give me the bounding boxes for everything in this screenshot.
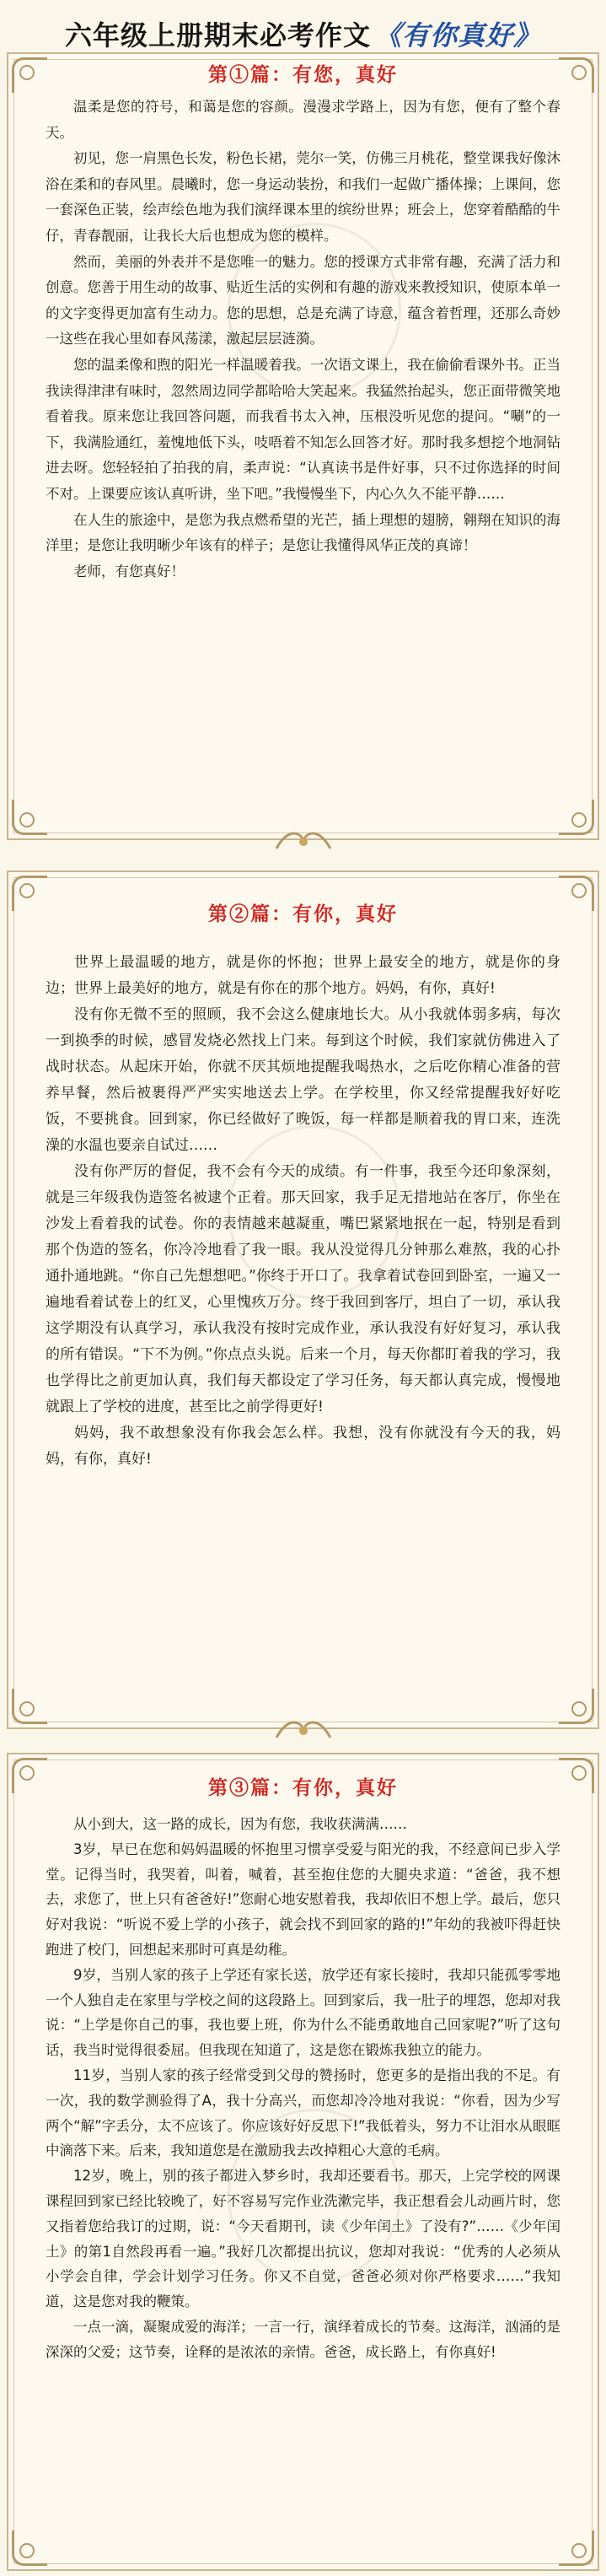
essay-paragraph: 您的温柔像和煦的阳光一样温暖着我。一次语文课上，我在偷偷看课外书。正当我读得津津有味时，忽然周边同学都哈哈大笑起来。我猛然抬起头，您正面带微笑地看着我。原来您让我回答问题，而我看书太入神，压根没听见您的提问。“唰”的一下，我满脸通红，羞愧地低下头，吱唔着不知怎么回答才好。那时我多想挖个地洞钻进去呀。您轻轻拍了拍我的肩，柔声说：“认真读书是件好事，只不过你选择的时间不对。上课要应该认真听讲，坐下吧。”我慢慢坐下，内心久久不能平静…… [46, 356, 560, 502]
essay-card-3 [7, 1753, 599, 2571]
scroll-ornament-icon [270, 823, 337, 857]
essay-paragraph: 没有你无微不至的照顾，我不会这么健康地长大。从小我就体弱多病，每次一到换季的时候，感冒发烧必然找上门来。每到这个时候，我们家就仿佛进入了战时状态。从起床开始，你就不厌其烦地提醒我喝热水，之后吃你精心准备的营养早餐，然后被裹得严严实实地送去上学。在学校里，你又经常提醒我好好吃饭，不要挑食。回到家，你已经做好了晚饭，每一样都是顺着我的胃口来，连洗澡的水温也要亲自试过…… [46, 1006, 560, 1154]
frame-corner-ornament [12, 1689, 47, 1724]
essay-paragraph: 3岁，早已在您和妈妈温暖的怀抱里习惯享受爱与阳光的我，不经意间已步入学堂。记得当时，我哭着，叫着，喊着，甚至抱住您的大腿央求道：“爸爸，我不想去，求您了，世上只有爸爸好!”您耐心地安慰着我，我却依旧不想上学。最后，您只好对我说：“听说不爱上学的小孩子，就会找不到回家的路的!”年幼的我被吓得赶快跑进了校门，回想起来那时可真是幼稚。 [46, 1840, 560, 1958]
essay-heading: 第③篇：有你，真好 [208, 1776, 398, 1799]
essay-heading: 第①篇：有您，真好 [208, 63, 398, 86]
frame-corner-ornament [559, 876, 594, 911]
frame-corner-ornament [12, 2530, 47, 2566]
essay-paragraph: 初见，您一肩黑色长发，粉色长裙，莞尔一笑，仿佛三月桃花，整堂课我好像沐浴在柔和的春风里。晨曦时，您一身运动装扮，和我们一起做广播体操；上课间，您一套深色正装，绘声绘色地为我们演绎课本里的缤纷世界；班会上，您穿着酷酷的牛仔，青春靓丽，让我长大后也想成为您的模样。 [46, 150, 560, 244]
frame-corner-ornament [12, 800, 47, 835]
essay-body [46, 950, 560, 1473]
essay-paragraph: 温柔是您的符号，和蔼是您的容颜。漫漫求学路上，因为有您，便有了整个春天。 [46, 99, 560, 141]
essay-paragraph: 世界上最温暖的地方，就是你的怀抱；世界上最安全的地方，就是你的身边；世界上最美好的地方，就是有你在的那个地方。妈妈，有你，真好! [46, 954, 560, 997]
essay-paragraph: 从小到大，这一路的成长，因为有您，我收获满满…… [73, 1816, 407, 1832]
essay-paragraph: 9岁，当别人家的孩子上学还有家长送，放学还有家长接时，我却只能孤零零地一个人独自走在家里与学校之间的这段路上。回到家后，我一肚子的埋怨，您却对我说：“上学是你自己的事，我也要上班，你为什么不能勇敢地自己回家呢?”听了这句话，我当时觉得很委屈。但我现在知道了，这是您在锻炼我独立的能力。 [46, 1966, 560, 2059]
essay-paragraph: 没有你严厉的督促，我不会有今天的成绩。有一件事，我至今还印象深刻，就是三年级我伪造签名被逮个正着。那天回家，我手足无措地站在客厅，你坐在沙发上看着我的试卷。你的表情越来越凝重，嘴巴紧紧地抿在一起，特别是看到那个伪造的签名，你冷冷地看了我一眼。我从没觉得几分钟那么难熬，我的心扑通扑通地跳。“你自己先想想吧。”你终于开口了。我拿着试卷回到卧室，一遍又一遍地看着试卷上的红叉，心里愧疚万分。终于我回到客厅，坦白了一切，承认我这学期没有认真学习，承认我没有按时完成作业，承认我没有好好复习，承认我的所有错误。“下不为例。”你点点头说。后来一个月，每天你都盯着我的学习，我也学得比之前更加认真，我们每天都设定了学习任务，每天都认真完成，慢慢地就跟上了学校的进度，甚至比之前学得更好! [46, 1163, 560, 1415]
essay-paragraph: 11岁，当别人家的孩子经常受到父母的赞扬时，您更多的是指出我的不足。有一次，我的数学测验得了A，我十分高兴，而您却冷冷地对我说：“你看，因为少写两个“解”字丢分，太不应该了。你应该好好反思下!”我低着头，努力不让泪水从眼眶中滴落下来。后来，我知道您是在激励我去改掉粗心大意的毛病。 [46, 2067, 560, 2159]
essay-card-1 [7, 52, 599, 840]
essay-heading: 第②篇：有你，真好 [208, 903, 398, 925]
frame-corner-ornament [559, 1758, 594, 1793]
frame-corner-ornament [12, 57, 47, 93]
page-title-main: 六年级上册期末必考作文 [64, 19, 371, 51]
essay-card-2 [7, 870, 599, 1729]
frame-corner-ornament [559, 2530, 594, 2566]
essay-paragraph: 妈妈，我不敢想象没有你我会怎么样。我想，没有你就没有今天的我，妈妈，有你，真好! [46, 1425, 560, 1468]
essay-paragraph: 然而，美丽的外表并不是您唯一的魅力。您的授课方式非常有趣，充满了活力和创意。您善于用生动的故事、贴近生活的实例和有趣的游戏来教授知识，使原本单一的文字变得更加富有生动力。您的思想，总是充满了诗意，蕴含着哲理，还那么奇妙一这些在我心里如春风荡漾，激起层层涟漪。 [46, 253, 560, 348]
frame-corner-ornament [12, 1758, 47, 1793]
essay-paragraph: 在人生的旅途中，是您为我点燃希望的光芒，插上理想的翅膀，翱翔在知识的海洋里；是您让我明晰少年该有的样子；是您让我懂得风华正茂的真谛！ [46, 511, 560, 554]
essay-paragraph: 一点一滴，凝聚成爱的海洋；一言一行，演绎着成长的节奏。这海洋，汹涌的是深深的父爱；这节奏，诠释的是浓浓的亲情。爸爸，成长路上，有你真好! [46, 2318, 560, 2360]
essay-paragraph: 12岁，晚上，别的孩子都进入梦乡时，我却还要看书。那天，上完学校的网课课程回到家已经比较晚了，好不容易写完作业洗漱完毕，我正想看会儿动画片时，您又指着您给我订的过期，说：“今天看期刊，读《少年闰土》了没有?”……《少年闰土》的第1自然段再看一遍。”我好几次都提出抗议，您却对我说：“优秀的人必须从小学会自律，学会计划学习任务。你又不自觉，爸爸必须对你严格要求……”我知道，这是您对我的鞭策。 [46, 2168, 560, 2310]
essay-paragraph: 老师，有您真好！ [73, 563, 185, 579]
essay-body [46, 94, 560, 585]
frame-corner-ornament [559, 1689, 594, 1724]
scroll-ornament-icon [270, 1712, 337, 1746]
frame-corner-ornament [559, 57, 594, 93]
frame-corner-ornament [12, 876, 47, 911]
page-title-sub: 《有你真好》 [374, 19, 542, 51]
page-title [0, 8, 606, 59]
essay-body [46, 1812, 560, 2365]
frame-corner-ornament [559, 800, 594, 835]
